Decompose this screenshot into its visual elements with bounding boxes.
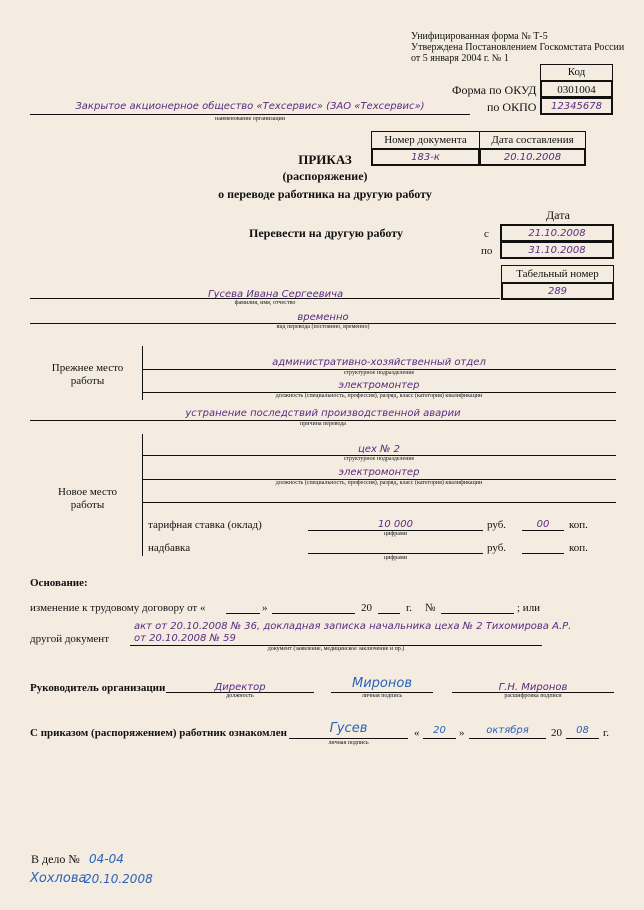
- from-date: 21.10.2008: [500, 224, 614, 242]
- contract-day-line: [226, 613, 260, 614]
- new-label-1: Новое место: [58, 486, 117, 498]
- transfer-reason: устранение последствий производственной аварии: [185, 408, 461, 419]
- contract-year-suffix: г.: [406, 602, 413, 614]
- contract-year-prefix: 20: [361, 602, 372, 614]
- previous-department: административно-хозяйственный отдел: [272, 357, 486, 368]
- rate-kop: коп.: [569, 519, 588, 531]
- doc-date-header: Дата составления: [479, 131, 586, 149]
- contract-quote-close: »: [262, 602, 268, 614]
- rate-label: тарифная ставка (оклад): [148, 519, 262, 531]
- org-name: Закрытое акционерное общество «Техсервис» (ЗАО «Техсервис»): [75, 101, 425, 112]
- new-label-2: работы: [70, 499, 105, 511]
- ack-day: 20: [433, 725, 446, 736]
- transfer-type: временно: [297, 312, 349, 323]
- ack-year-prefix: 20: [551, 727, 562, 739]
- bonus-kop-line: [522, 553, 564, 554]
- head-position-caption: должность: [226, 693, 254, 699]
- contract-number-line: [441, 613, 514, 614]
- ack-year: 08: [576, 725, 589, 736]
- contract-month-line: [272, 613, 355, 614]
- new-position-caption: должность (специальность, профессия), разряд, класс (категория) квалификации: [275, 480, 483, 486]
- transfer-heading: Перевести на другую работу: [249, 226, 403, 240]
- head-signature-caption: личная подпись: [361, 693, 403, 699]
- head-position: Директор: [214, 682, 266, 693]
- ack-quote-close: »: [459, 727, 465, 739]
- doc-number-value: 183-к: [371, 148, 480, 166]
- tab-number-header: Табельный номер: [501, 265, 614, 283]
- other-doc-line-2: от 20.10.2008 № 59: [134, 633, 236, 644]
- to-date: 31.10.2008: [500, 241, 614, 259]
- other-doc-line-1: акт от 20.10.2008 № 36, докладная записка начальника цеха № 2 Тихомирова А.Р.: [134, 621, 572, 632]
- new-position: электромонтер: [338, 467, 420, 478]
- form-line-1: Унифицированная форма № Т-5: [411, 31, 548, 42]
- org-caption: наименование организации: [215, 116, 285, 122]
- clerk-date: 20.10.2008: [84, 872, 153, 886]
- ack-month-line: [469, 738, 546, 739]
- order-title: ПРИКАЗ: [298, 152, 352, 167]
- head-label: Руководитель организации: [30, 682, 166, 694]
- rate-kop-line: [522, 530, 564, 531]
- transfer-type-caption: вид перевода (постоянно, временно): [276, 324, 370, 330]
- form-line-3: от 5 января 2004 г. № 1: [411, 53, 509, 64]
- org-line: [30, 114, 470, 115]
- rate-value: 10 000: [378, 519, 413, 530]
- okud-value: 0301004: [540, 80, 613, 98]
- okpo-value: 12345678: [540, 97, 613, 115]
- bonus-kop: коп.: [569, 542, 588, 554]
- ack-quote-open: «: [414, 727, 420, 739]
- okpo-label: по ОКПО: [487, 100, 537, 114]
- okud-label: Форма по ОКУД: [452, 83, 537, 97]
- bonus-caption: цифрами: [384, 555, 407, 561]
- previous-position: электромонтер: [338, 380, 420, 391]
- employee-name: Гусева Ивана Сергеевича: [208, 289, 344, 300]
- contract-num-sign: №: [425, 602, 436, 614]
- new-department-caption: структурное подразделение: [343, 456, 415, 462]
- ack-year-line: [566, 738, 599, 739]
- new-extra-line: [142, 502, 616, 503]
- ack-signature: Гусев: [329, 721, 368, 736]
- to-label: по: [481, 245, 493, 257]
- ack-year-suffix: г.: [603, 727, 610, 739]
- bonus-label: надбавка: [148, 542, 191, 554]
- code-header: Код: [540, 64, 613, 81]
- rate-rub: руб.: [487, 519, 507, 531]
- name-caption: фамилия, имя, отчество: [234, 300, 296, 306]
- previous-label-1: Прежнее место: [51, 362, 124, 374]
- contract-or: ; или: [517, 602, 541, 614]
- tab-number-value: 289: [501, 282, 614, 300]
- clerk-name: Хохлова: [30, 871, 87, 886]
- form-line-2: Утверждена Постановлением Госкомстата России: [411, 42, 625, 53]
- order-subtitle: (распоряжение): [282, 169, 368, 183]
- ack-label: С приказом (распоряжением) работник ознакомлен: [30, 727, 287, 739]
- ack-signature-line: [289, 738, 408, 739]
- head-name-caption: расшифровка подписи: [504, 693, 562, 699]
- date-label: Дата: [546, 208, 570, 222]
- from-label: с: [484, 228, 489, 240]
- file-number: 04-04: [89, 852, 124, 866]
- previous-position-caption: должность (специальность, профессия), разряд, класс (категория) квалификации: [275, 393, 483, 399]
- bonus-rub: руб.: [487, 542, 507, 554]
- doc-date-value: 20.10.2008: [479, 148, 586, 166]
- contract-text: изменение к трудовому договору от «: [30, 602, 206, 614]
- doc-number-header: Номер документа: [371, 131, 480, 149]
- other-doc-label: другой документ: [30, 633, 110, 645]
- previous-label-2: работы: [70, 375, 105, 387]
- other-doc-caption: документ (заявление, медицинское заключение и пр.): [267, 646, 405, 652]
- contract-year-line: [378, 613, 400, 614]
- basis-label: Основание:: [30, 577, 88, 589]
- new-department: цех № 2: [358, 444, 400, 455]
- order-topic: о переводе работника на другую работу: [218, 187, 432, 201]
- rate-caption: цифрами: [384, 531, 407, 537]
- ack-month: октября: [486, 725, 529, 736]
- ack-signature-caption: личная подпись: [328, 740, 369, 746]
- name-line: [30, 298, 500, 299]
- previous-department-caption: структурное подразделение: [343, 370, 415, 376]
- rate-kop-value: 00: [536, 519, 550, 530]
- head-name: Г.Н. Миронов: [498, 682, 568, 693]
- file-label: В дело №: [31, 852, 80, 866]
- head-signature: Миронов: [352, 676, 412, 691]
- ack-day-line: [423, 738, 456, 739]
- reason-caption: причина перевода: [300, 421, 346, 427]
- bonus-line: [308, 553, 483, 554]
